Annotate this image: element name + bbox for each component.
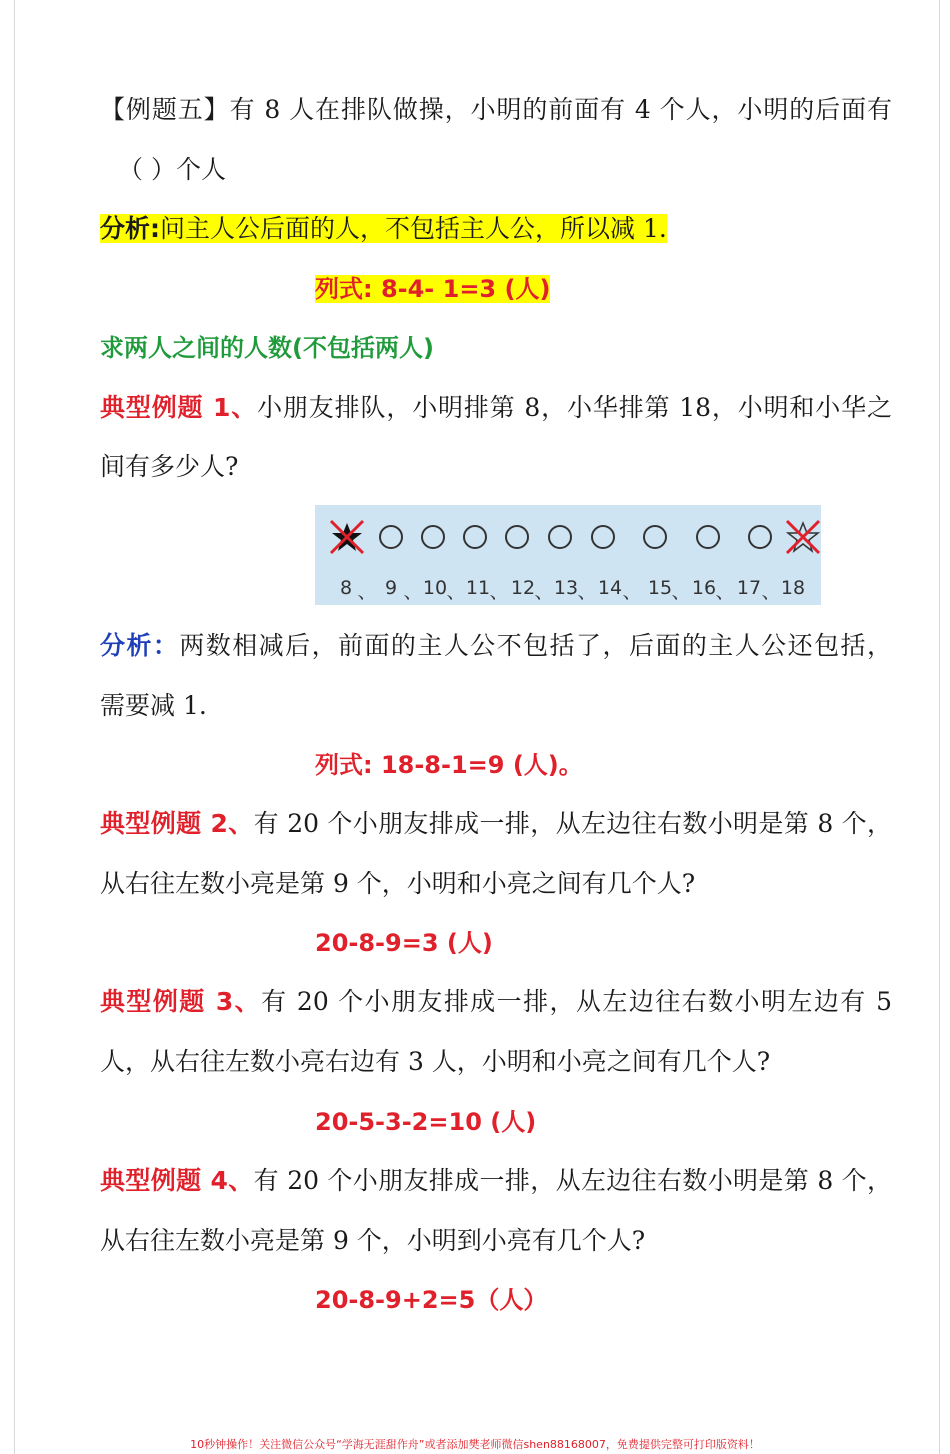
position-number: 9 (384, 577, 398, 599)
ex1-analysis-line2: 需要减 1. (100, 691, 207, 720)
section-title: 求两人之间的人数(不包括两人) (100, 334, 434, 362)
star-crossed-icon (327, 517, 367, 557)
footer-promo: 10秒钟操作！关注微信公众号“学海无涯甜作舟”或者添加樊老师微信shen88168007，免费提供完整可打印版资料！ (190, 1438, 760, 1451)
person-circle (379, 525, 403, 549)
position-number: 16 (691, 577, 717, 599)
number-separator: 、 (446, 581, 466, 603)
number-separator: 、 (715, 581, 735, 603)
number-separator: 、 (671, 581, 691, 603)
ex1-analysis-text1: 两数相减后，前面的主人公不包括了，后面的主人公还包括， (179, 631, 892, 660)
position-number: 10 (422, 577, 448, 599)
ex4-text1: 有 20 个小朋友排成一排，从左边往右数小明是第 8 个， (253, 1166, 892, 1195)
page-edge-left (14, 0, 15, 1454)
position-number: 13 (553, 577, 579, 599)
ex1-label: 典型例题 1、 (100, 393, 258, 422)
person-circle (548, 525, 572, 549)
ex2-label: 典型例题 2、 (100, 809, 254, 838)
ex1-line1 (100, 388, 892, 428)
example5-question-line2: （ ）个人 (118, 155, 226, 184)
star-outline-crossed-icon (783, 517, 823, 557)
person-circle (643, 525, 667, 549)
person-circle (591, 525, 615, 549)
ex2-formula: 20-8-9=3 (人) (315, 929, 493, 957)
number-separator: 、 (403, 581, 423, 603)
ex3-label: 典型例题 3、 (100, 987, 262, 1016)
example5-formula-text: 列式: 8-4- 1=3 (人) (315, 275, 551, 303)
ex1-formula: 列式: 18-8-1=9 (人)。 (315, 751, 583, 779)
person-circle (505, 525, 529, 549)
ex2-line2: 从右往左数小亮是第 9 个，小明和小亮之间有几个人? (100, 869, 696, 898)
ex1-analysis-line1 (100, 626, 892, 666)
analysis-label: 分析: (100, 214, 160, 243)
number-separator: 、 (577, 581, 597, 603)
position-number: 8 (339, 577, 353, 599)
ex4-line2: 从右往左数小亮是第 9 个，小明到小亮有几个人? (100, 1226, 646, 1255)
position-number: 18 (780, 577, 806, 599)
number-separator: 、 (489, 581, 509, 603)
number-separator: 、 (622, 581, 642, 603)
ex1-text1: 小朋友排队，小明排第 8，小华排第 18，小明和小华之 (257, 393, 892, 422)
example5-analysis (100, 209, 892, 249)
position-number: 14 (597, 577, 623, 599)
ex3-text1: 有 20 个小朋友排成一排，从左边往右数小明左边有 5 (261, 987, 892, 1016)
position-number: 15 (647, 577, 673, 599)
ex2-text1: 有 20 个小朋友排成一排，从左边往右数小明是第 8 个， (253, 809, 892, 838)
ex1-line2: 间有多少人? (100, 452, 239, 481)
ex3-line1 (100, 982, 892, 1022)
ex2-line1 (100, 804, 892, 844)
example5-question-line1: 【例题五】有 8 人在排队做操，小明的前面有 4 个人，小明的后面有 (100, 95, 892, 124)
number-separator: 、 (761, 581, 781, 603)
person-circle (696, 525, 720, 549)
ex4-formula: 20-8-9+2=5（人） (315, 1286, 548, 1314)
number-separator: 、 (534, 581, 554, 603)
person-circle (463, 525, 487, 549)
position-number: 11 (465, 577, 491, 599)
ex4-line1 (100, 1161, 892, 1201)
ex3-line2: 人，从右往左数小亮右边有 3 人，小明和小亮之间有几个人? (100, 1047, 771, 1076)
page-edge-right (939, 0, 940, 1454)
person-circle (748, 525, 772, 549)
queue-figure (315, 505, 821, 605)
example5-formula (315, 269, 550, 309)
ex3-formula: 20-5-3-2=10 (人) (315, 1108, 537, 1136)
number-separator: 、 (357, 581, 377, 603)
ex4-label: 典型例题 4、 (100, 1166, 254, 1195)
ex1-analysis-label: 分析： (100, 631, 180, 660)
person-circle (421, 525, 445, 549)
position-number: 12 (510, 577, 536, 599)
analysis-text: 问主人公后面的人，不包括主人公，所以减 1. (160, 214, 667, 243)
position-number: 17 (736, 577, 762, 599)
